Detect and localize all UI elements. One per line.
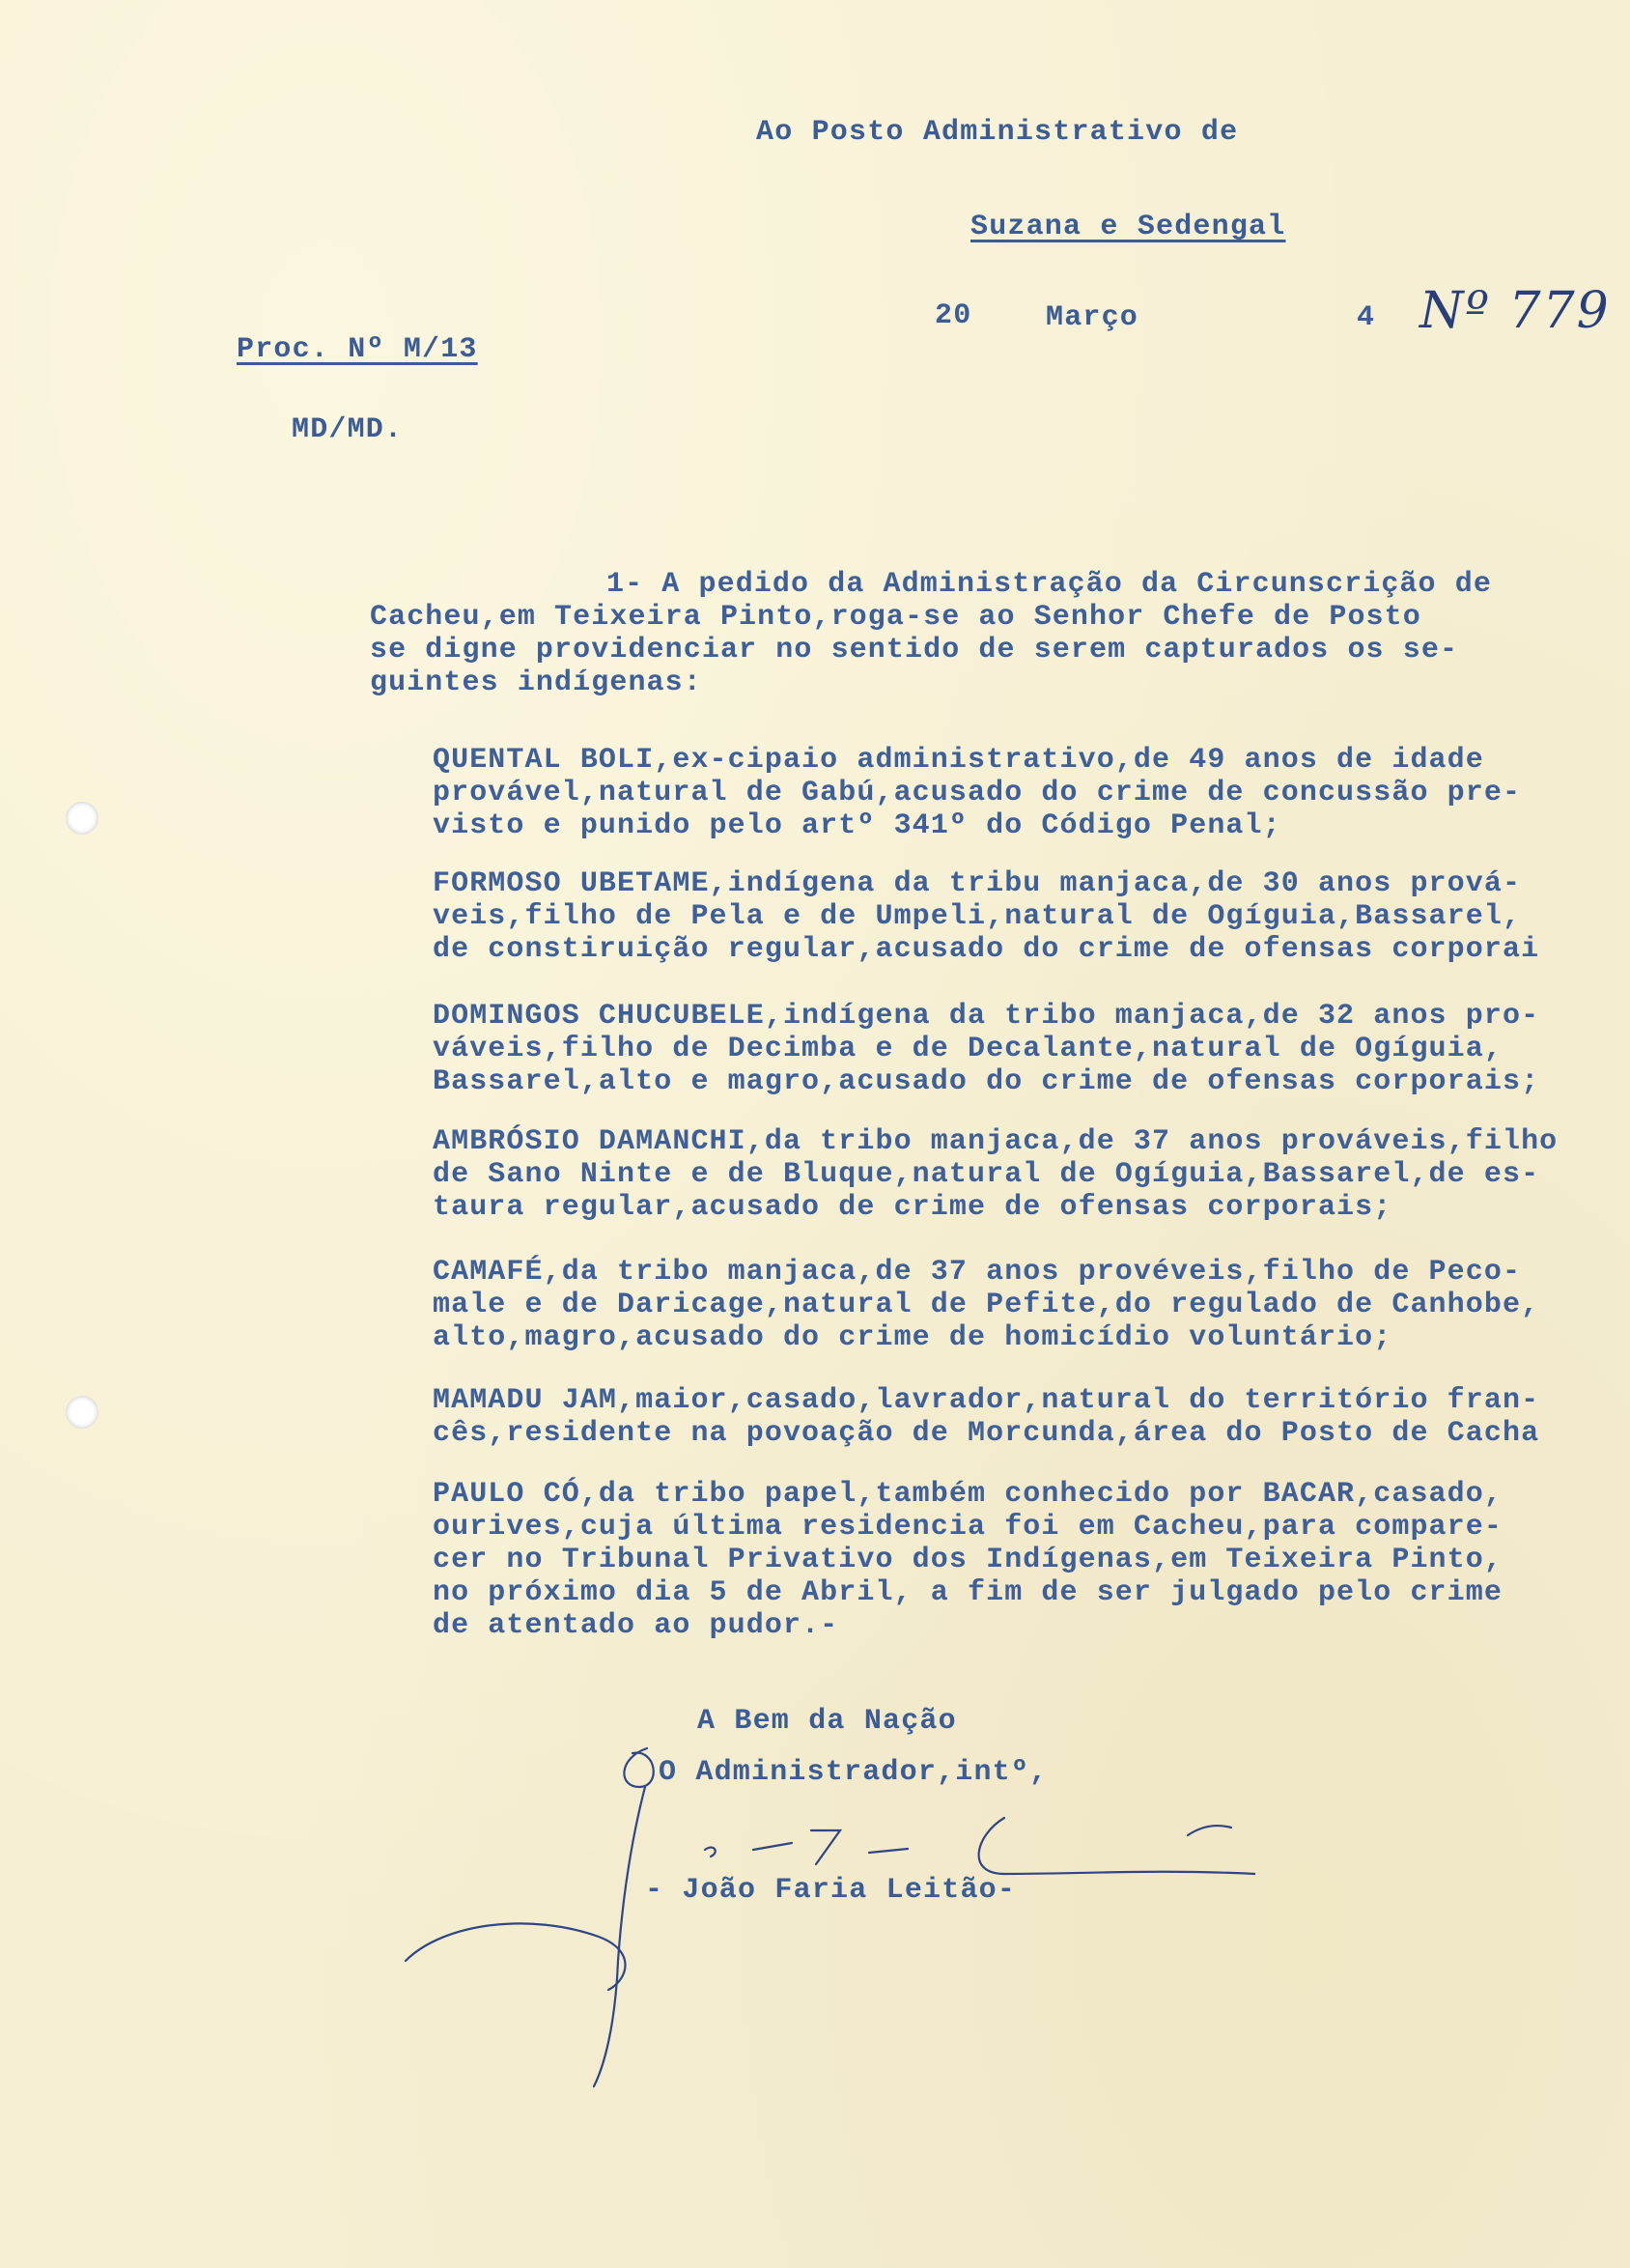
intro-line: Cacheu,em Teixeira Pinto,roga-se ao Senhor Chefe de Posto xyxy=(370,601,1421,634)
entry-mamadu-jam xyxy=(433,1384,1539,1450)
intro-line: guintes indígenas: xyxy=(370,666,702,699)
closing-name: - João Faria Leitão- xyxy=(645,1874,1017,1907)
entry-line: no próximo dia 5 de Abril, a fim de ser julgado pelo crime xyxy=(433,1576,1503,1609)
entry-line: PAULO CÓ,da tribo papel,também conhecido por BACAR,casado, xyxy=(433,1478,1503,1511)
entry-line: male e de Daricage,natural de Pefite,do regulado de Canhobe, xyxy=(433,1289,1540,1321)
intro-line: se digne providenciar no sentido de serem capturados os se- xyxy=(370,634,1459,666)
entry-line: taura regular,acusado de crime de ofensas corporais; xyxy=(433,1191,1392,1224)
entry-quental-boli xyxy=(433,744,1521,842)
entry-line: AMBRÓSIO DAMANCHI,da tribo manjaca,de 37 anos prováveis,filho xyxy=(433,1125,1559,1158)
intro-line: 1- A pedido da Administração da Circunscrição de xyxy=(606,568,1492,601)
date-day: 20 xyxy=(935,299,972,332)
date-month: Março xyxy=(1046,301,1139,334)
entry-line: de constiruição regular,acusado do crime de ofensas corporai xyxy=(433,933,1540,966)
closing-title: O Administrador,intº, xyxy=(659,1756,1049,1789)
entry-ambrosio-damanchi xyxy=(433,1125,1558,1224)
entry-line: provável,natural de Gabú,acusado do crime de concussão pre- xyxy=(433,777,1522,809)
intro-paragraph xyxy=(370,568,1492,699)
handwritten-number: Nº 779 xyxy=(1419,282,1611,340)
closing-salutation: A Bem da Nação xyxy=(697,1705,957,1738)
entry-formoso-ubetame xyxy=(433,867,1539,966)
entry-line: CAMAFÉ,da tribo manjaca,de 37 anos provéveis,filho de Peco- xyxy=(433,1256,1522,1289)
entry-line: visto e punido pelo artº 341º do Código Penal; xyxy=(433,809,1281,842)
entry-line: váveis,filho de Decimba e de Decalante,natural de Ogíguia, xyxy=(433,1033,1503,1065)
punch-hole-bottom xyxy=(66,1396,98,1429)
entry-camafe xyxy=(433,1256,1539,1354)
entry-line: QUENTAL BOLI,ex-cipaio administrativo,de 49 anos de idade xyxy=(433,744,1484,777)
entry-domingos-chucubele xyxy=(433,1000,1539,1098)
entry-line: de atentado ao pudor.- xyxy=(433,1609,839,1642)
date-year-digit: 4 xyxy=(1357,301,1376,334)
recipient-line-1: Ao Posto Administrativo de xyxy=(756,116,1239,149)
entry-line: veis,filho de Pela e de Umpeli,natural de Ogíguia,Bassarel, xyxy=(433,900,1522,933)
entry-line: MAMADU JAM,maior,casado,lavrador,natural do território fran- xyxy=(433,1384,1540,1417)
entry-line: FORMOSO UBETAME,indígena da tribu manjaca,de 30 anos prová- xyxy=(433,867,1522,900)
entry-line: alto,magro,acusado do crime de homicídio voluntário; xyxy=(433,1321,1392,1354)
entry-line: ourives,cuja última residencia foi em Cacheu,para compare- xyxy=(433,1511,1503,1544)
process-reference: Proc. Nº M/13 xyxy=(237,333,478,366)
recipient-line-2: Suzana e Sedengal xyxy=(970,211,1286,243)
signature-icon xyxy=(386,1729,1255,2096)
entry-line: DOMINGOS CHUCUBELE,indígena da tribo manjaca,de 32 anos pro- xyxy=(433,1000,1540,1033)
punch-hole-top xyxy=(66,802,98,835)
entry-paulo-co xyxy=(433,1478,1503,1642)
entry-line: cer no Tribunal Privativo dos Indígenas,em Teixeira Pinto, xyxy=(433,1544,1503,1576)
entry-line: cês,residente na povoação de Morcunda,área do Posto de Cacha xyxy=(433,1417,1540,1450)
initials: MD/MD. xyxy=(292,413,404,446)
entry-line: de Sano Ninte e de Bluque,natural de Ogíguia,Bassarel,de es- xyxy=(433,1158,1540,1191)
entry-line: Bassarel,alto e magro,acusado do crime de ofensas corporais; xyxy=(433,1065,1540,1098)
